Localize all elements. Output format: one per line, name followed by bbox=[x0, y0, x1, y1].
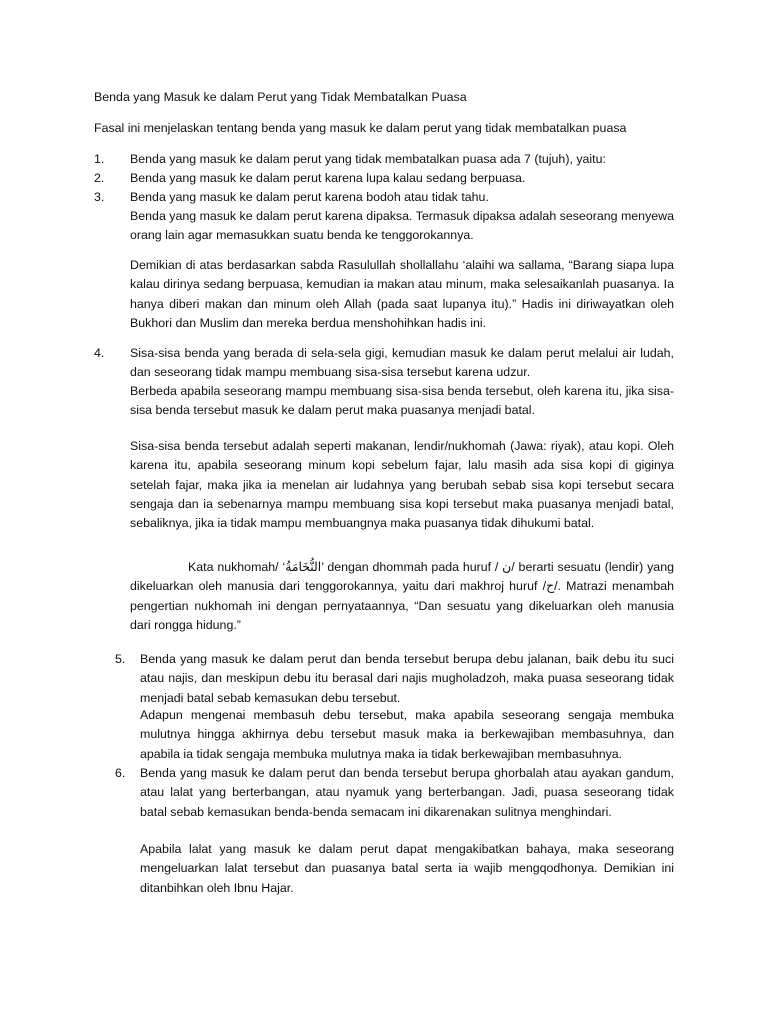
list-item-text: Benda yang masuk ke dalam perut karena lupa kalau sedang berpuasa. bbox=[130, 171, 526, 185]
intro-paragraph: Fasal ini menjelaskan tentang benda yang masuk ke dalam perut yang tidak membatalkan puasa bbox=[94, 121, 627, 135]
item4-paragraph: Sisa-sisa benda yang berada di sela-sela gigi, kemudian masuk ke dalam perut melalui air ludah, dan seseorang tidak mampu membuang sisa-sisa tersebut karena udzur. bbox=[130, 346, 674, 380]
item5-paragraph-2: Adapun mengenai membasuh debu tersebut, maka apabila seseorang sengaja membuka mulutnya hingga akhirnya debu tersebut masuk maka ia berkewajiban membasuhnya, dan apabila ia tidak sengaja membuka mulutnya maka ia tidak berkewajiban membasuhnya. bbox=[140, 708, 674, 761]
item4-paragraph-4: Kata nukhomah/ ‘النُّخَامَةُ’ dengan dhommah pada huruf / ن/ berarti sesuatu (lendir) yang dikeluarkan oleh manusia dari tenggorokannya, yaitu dari makhroj huruf /ح/. Matrazi menambah pengertian nukhomah ini dengan pernyataannya, “Dan sesuatu yang dikeluarkan oleh manusia dari rongga hidung.” bbox=[130, 560, 674, 632]
item3-hadith-paragraph: Demikian di atas berdasarkan sabda Rasulullah shollallahu ‘alaihi wa sallama, “Barang siapa lupa kalau dirinya sedang berpuasa, kemudian ia makan atau minum, maka selesaikanlah puasanya. Ia hanya diberi makan dan minum oleh Allah (pada saat lupanya itu).” Hadis ini diriwayatkan oleh Bukhori dan Muslim dan mereka berdua menshohihkan hadis ini. bbox=[130, 258, 674, 330]
item4-paragraph-3: Sisa-sisa benda tersebut adalah seperti makanan, lendir/nukhomah (Jawa: riyak), atau kopi. Oleh karena itu, apabila seseorang minum kopi sebelum fajar, lalu masih ada sisa kopi di giginya setelah fajar, maka jika ia menelan air ludahnya yang berubah sebab sisa kopi tersebut secara sengaja dan ia sebenarnya mampu membuang sisa kopi tersebut maka puasanya menjadi batal, sebaliknya, jika ia tidak mampu membuangnya maka puasanya tidak dihukumi batal. bbox=[130, 439, 674, 531]
item-number: 6. bbox=[115, 766, 126, 780]
item6-paragraph-2: Apabila lalat yang masuk ke dalam perut dapat mengakibatkan bahaya, maka seseorang mengeluarkan lalat tersebut dan puasanya batal serta ia wajib mengqodhonya. Demikian ini ditanbihkan oleh Ibnu Hajar. bbox=[140, 842, 674, 895]
item3-extra-paragraph: Benda yang masuk ke dalam perut karena dipaksa. Termasuk dipaksa adalah seseorang menyewa orang lain agar memasukkan suatu benda ke tenggorokannya. bbox=[130, 209, 674, 243]
document-title: Benda yang Masuk ke dalam Perut yang Tidak Membatalkan Puasa bbox=[94, 90, 467, 104]
item-number: 1. bbox=[94, 152, 105, 166]
item6-paragraph: Benda yang masuk ke dalam perut dan benda tersebut berupa ghorbalah atau ayakan gandum, atau lalat yang berterbangan, atau nyamuk yang berterbangan. Jadi, puasa seseorang tidak batal sebab kemasukan benda-benda semacam ini dikarenakan sulitnya menghindari. bbox=[140, 766, 674, 819]
list-item-text: Benda yang masuk ke dalam perut yang tidak membatalkan puasa ada 7 (tujuh), yaitu: bbox=[130, 152, 606, 166]
item-number: 4. bbox=[94, 346, 105, 360]
item5-paragraph: Benda yang masuk ke dalam perut dan benda tersebut berupa debu jalanan, baik debu itu suci atau najis, dan meskipun debu itu berasal dari najis mugholadzoh, maka puasa seseorang tidak menjadi batal sebab kemasukan debu tersebut. bbox=[140, 652, 674, 705]
list-item-text: Benda yang masuk ke dalam perut karena bodoh atau tidak tahu. bbox=[130, 190, 489, 204]
item-number: 2. bbox=[94, 171, 105, 185]
item4-paragraph-2: Berbeda apabila seseorang mampu membuang sisa-sisa benda tersebut, oleh karena itu, jika sisa-sisa benda tersebut masuk ke dalam perut maka puasanya menjadi batal. bbox=[130, 384, 674, 418]
item-number: 3. bbox=[94, 190, 105, 204]
item-number: 5. bbox=[115, 652, 126, 666]
